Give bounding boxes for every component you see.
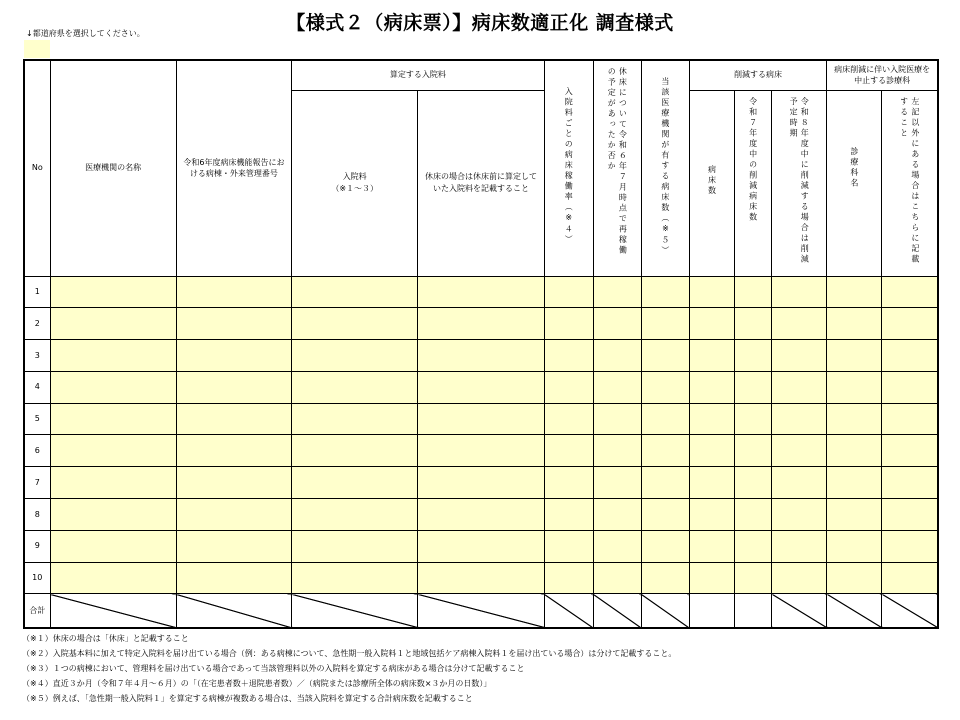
ward-number-cell[interactable] [176,435,291,467]
table-row [24,530,938,562]
prefecture-instruction: ↓都道府県を選択してください。 [26,29,145,38]
department-cell[interactable] [827,340,882,372]
beds-owned-cell[interactable] [641,467,689,499]
table-row [24,403,938,435]
header-calc-fee [292,90,418,276]
department-cell[interactable] [827,499,882,531]
ward-number-cell[interactable] [176,530,291,562]
total-cell-disabled [641,594,689,628]
occupancy-rate-cell[interactable] [544,435,593,467]
total-cell-disabled [292,594,418,628]
header-suspended-fee-text: 休床の場合は休床前に算定していた入院料を記載すること [424,172,537,193]
table-row [24,340,938,372]
reduce-r7-cell[interactable] [734,467,771,499]
header-occupancy-rate-text: 入院料ごとの病床稼働率（※４） [564,87,574,246]
beds-owned-cell[interactable] [641,403,689,435]
facility-name-cell[interactable] [50,340,176,372]
footnote-line: （※３）１つの病棟において、管理料を届け出ている場合であって当該管理料以外の入院料を算定する病床がある場合は分けて記載すること [22,664,525,673]
resume-plan-cell[interactable] [593,340,641,372]
resume-plan-cell[interactable] [593,530,641,562]
other-dept-cell[interactable] [882,467,938,499]
suspended-fee-cell[interactable] [418,467,544,499]
total-cell-disabled [176,594,291,628]
other-dept-cell[interactable] [882,530,938,562]
header-stop-group [827,60,938,90]
facility-name-cell[interactable] [50,467,176,499]
department-cell[interactable] [827,276,882,308]
resume-plan-cell[interactable] [593,371,641,403]
suspended-fee-cell[interactable] [418,308,544,340]
ward-number-cell[interactable] [176,467,291,499]
occupancy-rate-cell[interactable] [544,467,593,499]
bed-count-cell[interactable] [689,308,734,340]
other-dept-cell[interactable] [882,308,938,340]
reduce-r8-cell[interactable] [772,308,827,340]
department-cell[interactable] [827,308,882,340]
other-dept-cell[interactable] [882,562,938,594]
calc-fee-cell[interactable] [292,340,418,372]
reduce-r7-cell[interactable] [734,340,771,372]
department-cell[interactable] [827,467,882,499]
row-number: 9 [24,530,50,562]
calc-fee-cell[interactable] [292,276,418,308]
calc-fee-cell[interactable] [292,499,418,531]
reduce-r7-cell[interactable] [734,371,771,403]
header-department-text: 診療科名 [849,146,859,189]
row-number: 4 [24,371,50,403]
reduce-r7-cell[interactable] [734,530,771,562]
header-suspended-fee [418,90,544,276]
header-no: No [24,60,50,276]
reduce-r7-cell[interactable] [734,562,771,594]
table-row [24,562,938,594]
total-cell-disabled [544,594,593,628]
header-stop-group-text: 病床削減に伴い入院医療を中止する診療科 [834,64,931,86]
beds-owned-cell[interactable] [641,276,689,308]
suspended-fee-cell[interactable] [418,499,544,531]
table-row [24,276,938,308]
department-cell[interactable] [827,435,882,467]
total-reduce-r7-cell[interactable] [734,594,771,628]
table-row [24,371,938,403]
other-dept-cell[interactable] [882,371,938,403]
header-calc-fee-label: 入院料 [342,172,367,182]
beds-owned-cell[interactable] [641,562,689,594]
bed-count-cell[interactable] [689,467,734,499]
header-reduce-r8-text: 令和８年度中に削減する場合は削減予定時期 [789,96,810,265]
other-dept-cell[interactable] [882,499,938,531]
bed-count-cell[interactable] [689,276,734,308]
reduce-r7-cell[interactable] [734,403,771,435]
footnote-line: （※１）休床の場合は「休床」と記載すること [22,634,189,643]
header-reduce-r8 [772,90,827,276]
suspended-fee-cell[interactable] [418,403,544,435]
row-number: 2 [24,308,50,340]
reduce-r8-cell[interactable] [772,371,827,403]
total-cell-disabled [593,594,641,628]
calc-fee-cell[interactable] [292,308,418,340]
facility-name-cell[interactable] [50,435,176,467]
header-ward-number [176,60,291,276]
header-reduce-r7 [734,90,771,276]
survey-table [23,59,939,629]
row-number: 8 [24,499,50,531]
beds-owned-cell[interactable] [641,435,689,467]
row-number: 10 [24,562,50,594]
header-other-dept-text: 左記以外にある場合はこちらに記載すること [899,96,920,265]
prefecture-select-cell[interactable] [24,40,50,58]
ward-number-cell[interactable] [176,276,291,308]
header-calc-fee-group: 算定する入院料 [292,60,545,90]
header-beds-owned [641,60,689,276]
occupancy-rate-cell[interactable] [544,371,593,403]
reduce-r7-cell[interactable] [734,308,771,340]
occupancy-rate-cell[interactable] [544,308,593,340]
ward-number-cell[interactable] [176,371,291,403]
department-cell[interactable] [827,371,882,403]
suspended-fee-cell[interactable] [418,340,544,372]
table-row [24,308,938,340]
bed-count-cell[interactable] [689,403,734,435]
other-dept-cell[interactable] [882,276,938,308]
resume-plan-cell[interactable] [593,467,641,499]
department-cell[interactable] [827,403,882,435]
reduce-r7-cell[interactable] [734,499,771,531]
suspended-fee-cell[interactable] [418,530,544,562]
facility-name-cell[interactable] [50,403,176,435]
occupancy-rate-cell[interactable] [544,276,593,308]
table-row [24,435,938,467]
facility-name-cell[interactable] [50,371,176,403]
beds-owned-cell[interactable] [641,308,689,340]
footnote-line: （※５）例えば、「急性期一般入院料１」を算定する病棟が複数ある場合は、当該入院料を算定する合計病床数を記載すること [22,694,473,703]
occupancy-rate-cell[interactable] [544,562,593,594]
header-reduce-r7-text: 令和７年度中の削減病床数 [748,96,758,223]
table-row [24,499,938,531]
total-cell-disabled [772,594,827,628]
header-reduce-group: 削減する病床 [689,60,826,90]
reduce-r8-cell[interactable] [772,340,827,372]
total-row [24,594,938,628]
bed-count-cell[interactable] [689,371,734,403]
bed-count-cell[interactable] [689,499,734,531]
ward-number-cell[interactable] [176,499,291,531]
total-bed-count-cell[interactable] [689,594,734,628]
reduce-r7-cell[interactable] [734,276,771,308]
total-cell-disabled [882,594,938,628]
resume-plan-cell[interactable] [593,276,641,308]
bed-count-cell[interactable] [689,435,734,467]
header-facility-name: 医療機関の名称 [50,60,176,276]
header-other-dept [882,90,938,276]
row-number: 3 [24,340,50,372]
calc-fee-cell[interactable] [292,562,418,594]
footnote-line: （※４）直近３か月（令和７年４月～６月）の「（在宅患者数＋退院患者数）／（病院または診療所全体の病床数×３か月の日数）」 [22,679,492,688]
occupancy-rate-cell[interactable] [544,499,593,531]
header-calc-fee-note: （※１～３） [331,184,379,193]
total-cell-disabled [418,594,544,628]
facility-name-cell[interactable] [50,276,176,308]
beds-owned-cell[interactable] [641,530,689,562]
beds-owned-cell[interactable] [641,499,689,531]
reduce-r8-cell[interactable] [772,530,827,562]
reduce-r8-cell[interactable] [772,435,827,467]
calc-fee-cell[interactable] [292,371,418,403]
reduce-r8-cell[interactable] [772,403,827,435]
header-resume-plan-text: 休床について令和６年７月時点で再稼働の予定があったか否か [607,67,628,256]
ward-number-cell[interactable] [176,403,291,435]
table-row [24,467,938,499]
bed-count-cell[interactable] [689,562,734,594]
beds-owned-cell[interactable] [641,340,689,372]
header-beds-owned-text: 当該医療機関が有する病床数（※５） [660,77,670,257]
row-number: 5 [24,403,50,435]
suspended-fee-cell[interactable] [418,276,544,308]
header-resume-plan [593,60,641,276]
reduce-r8-cell[interactable] [772,467,827,499]
facility-name-cell[interactable] [50,499,176,531]
ward-number-cell[interactable] [176,308,291,340]
data-rows [24,276,938,594]
reduce-r7-cell[interactable] [734,435,771,467]
header-department [827,90,882,276]
suspended-fee-cell[interactable] [418,562,544,594]
page-title: 【様式２（病床票）】病床数適正化 調査様式 [286,12,674,34]
occupancy-rate-cell[interactable] [544,403,593,435]
reduce-r8-cell[interactable] [772,562,827,594]
header-ward-number-text: 令和6年度病床機能報告における病棟・外来管理番号 [183,157,285,179]
calc-fee-cell[interactable] [292,467,418,499]
facility-name-cell[interactable] [50,530,176,562]
other-dept-cell[interactable] [882,435,938,467]
reduce-r8-cell[interactable] [772,499,827,531]
department-cell[interactable] [827,562,882,594]
beds-owned-cell[interactable] [641,371,689,403]
row-number: 6 [24,435,50,467]
header-occupancy-rate [544,60,593,276]
footnote-line: （※２）入院基本料に加えて特定入院料を届け出ている場合（例：ある病棟について、急性期一般入院料１と地域包括ケア病棟入院料１を届け出ている場合）は分けて記載すること。 [22,649,677,658]
resume-plan-cell[interactable] [593,403,641,435]
ward-number-cell[interactable] [176,562,291,594]
resume-plan-cell[interactable] [593,435,641,467]
facility-name-cell[interactable] [50,308,176,340]
total-cell-disabled [50,594,176,628]
calc-fee-cell[interactable] [292,435,418,467]
ward-number-cell[interactable] [176,340,291,372]
occupancy-rate-cell[interactable] [544,340,593,372]
footnotes [22,631,942,706]
total-cell-disabled [827,594,882,628]
resume-plan-cell[interactable] [593,562,641,594]
resume-plan-cell[interactable] [593,308,641,340]
header-bed-count-text: 病床数 [707,165,717,197]
facility-name-cell[interactable] [50,562,176,594]
bed-count-cell[interactable] [689,340,734,372]
row-number: 7 [24,467,50,499]
other-dept-cell[interactable] [882,340,938,372]
total-label: 合計 [24,594,50,628]
row-number: 1 [24,276,50,308]
calc-fee-cell[interactable] [292,530,418,562]
reduce-r8-cell[interactable] [772,276,827,308]
other-dept-cell[interactable] [882,403,938,435]
bed-count-cell[interactable] [689,530,734,562]
suspended-fee-cell[interactable] [418,371,544,403]
header-bed-count [689,90,734,276]
calc-fee-cell[interactable] [292,403,418,435]
department-cell[interactable] [827,530,882,562]
occupancy-rate-cell[interactable] [544,530,593,562]
suspended-fee-cell[interactable] [418,435,544,467]
resume-plan-cell[interactable] [593,499,641,531]
